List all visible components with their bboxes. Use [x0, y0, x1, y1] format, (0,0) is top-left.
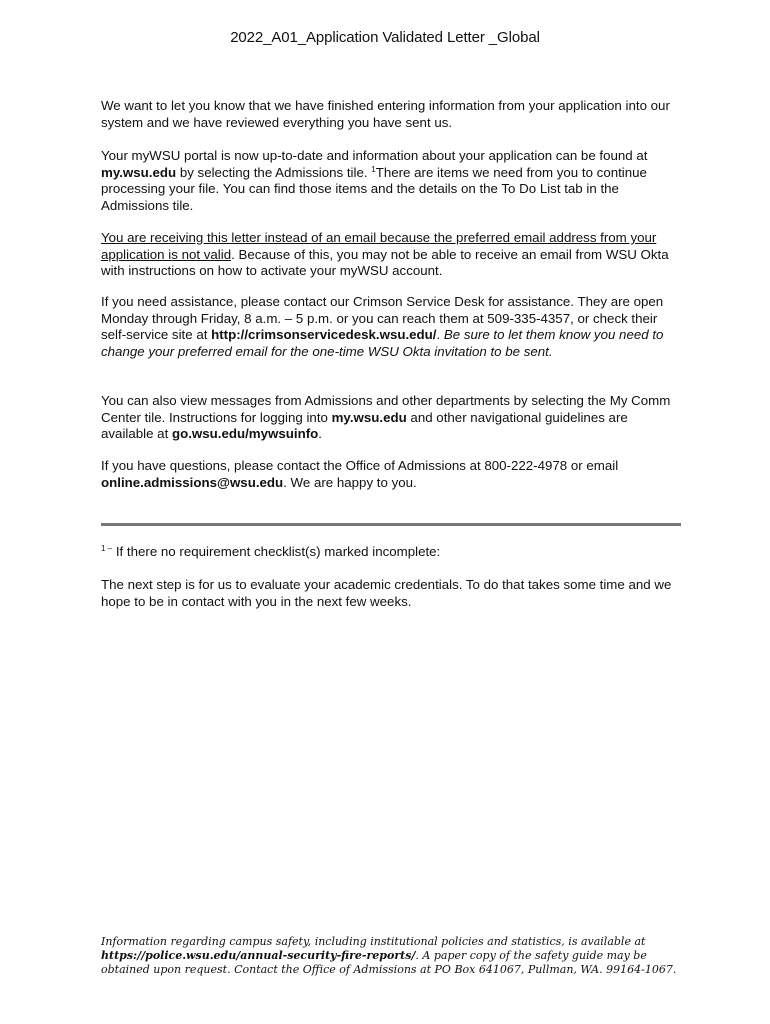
campus-safety-footer: Information regarding campus safety, including institutional policies and statistics, is available at https://police.wsu.edu/annual-security-fire-reports/. A paper copy of the safety guide may be obtained upon request. Contact the Office of Admissions at PO Box 641067, Pullman, WA. 99164-1067.: [101, 935, 677, 976]
divider: [101, 523, 681, 526]
mywsu-link[interactable]: my.wsu.edu: [101, 164, 177, 180]
mywsu-link-2[interactable]: my.wsu.edu: [331, 409, 407, 425]
paragraph-comm-center: You can also view messages from Admissions and other departments by selecting the My Comm Center tile. Instructions for logging into my.wsu.edu and other navigational guidelines are available at go.wsu.edu/mywsuinfo.: [101, 393, 671, 441]
paragraph-assistance: If you need assistance, please contact our Crimson Service Desk for assistance. They are open Monday through Friday, 8 a.m. – 5 p.m. or you can reach them at 509-335-4357, or check their self-service site at http://crimsonservicedesk.wsu.edu/. Be sure to let them know you need to change your preferred email for the one-time WSU Okta invitation to be sent.: [101, 294, 664, 359]
paragraph-intro: We want to let you know that we have finished entering information from your application into our system and we have reviewed everything you have sent us.: [101, 98, 670, 130]
paragraph-contact: If you have questions, please contact the Office of Admissions at 800-222-4978 or email online.admissions@wsu.edu. We are happy to you.: [101, 458, 619, 490]
footnote-marker: 1 –: [101, 544, 113, 553]
invalid-email-notice: You are receiving this letter instead of an email because the preferred email address from your application is not valid: [101, 230, 657, 262]
paragraph-portal: Your myWSU portal is now up-to-date and information about your application can be found at my.wsu.edu by selecting the Admissions tile. $^1$There are items we need from you to continue processing your file. You can find those items and the details on the To Do List tab in the Admissions tile.: [101, 148, 648, 213]
footnote-heading: $^{1 -}$ If there no requirement checklist(s) marked incomplete:: [101, 544, 441, 559]
footnote-next-step: The next step is for us to evaluate your academic credentials. To do that takes some time and we hope to be in contact with you in the next few weeks.: [101, 577, 672, 609]
paragraph-invalid-email: You are receiving this letter instead of an email because the preferred email address from your application is not valid. Because of this, you may not be able to receive an email from WSU Okta with instructions on how to activate your myWSU account.: [101, 230, 669, 278]
document-title: 2022_A01_Application Validated Letter _Global: [230, 29, 540, 46]
admissions-email-link[interactable]: online.admissions@wsu.edu: [101, 474, 284, 490]
footnote-ref: 1: [371, 164, 376, 174]
service-desk-link[interactable]: http://crimsonservicedesk.wsu.edu/: [211, 327, 437, 342]
mywsuinfo-link[interactable]: go.wsu.edu/mywsuinfo: [171, 426, 319, 441]
police-report-link[interactable]: https://police.wsu.edu/annual-security-fire-reports/: [101, 949, 416, 962]
